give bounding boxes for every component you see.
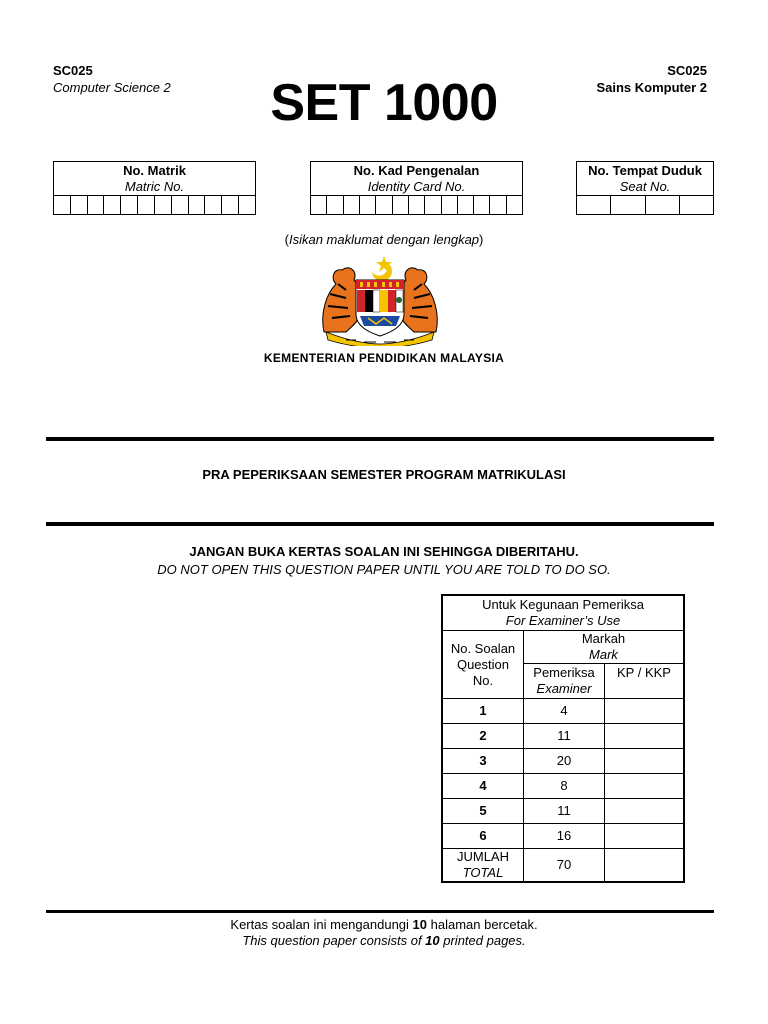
table-row: 2 11 — [442, 724, 684, 749]
matric-no-cells[interactable] — [54, 196, 255, 214]
subject-code-right: SC025 — [667, 63, 707, 78]
table-row: 4 8 — [442, 774, 684, 799]
ic-no-label-en: Identity Card No. — [367, 179, 466, 194]
malaysia-coat-of-arms-icon — [316, 254, 444, 346]
seat-no-cells[interactable] — [577, 196, 713, 214]
ministry-name: KEMENTERIAN PENDIDIKAN MALAYSIA — [263, 351, 505, 365]
table-row: 3 20 — [442, 749, 684, 774]
fill-note: (Isikan maklumat dengan lengkap) — [284, 232, 484, 247]
mark-header: Markah Mark — [524, 631, 685, 664]
subject-code-left: SC025 — [53, 63, 93, 78]
bottom-rule — [46, 910, 714, 913]
seat-no-label: No. Tempat Duduk — [588, 163, 702, 178]
table-row: 6 16 — [442, 824, 684, 849]
question-no-header: No. Soalan Question No. — [442, 631, 524, 699]
total-row — [442, 849, 684, 883]
table-row: 5 11 — [442, 799, 684, 824]
examiner-table-title: Untuk Kegunaan Pemeriksa For Examiner’s Use — [442, 595, 684, 631]
kp-cell[interactable] — [605, 774, 685, 799]
kp-cell[interactable] — [605, 699, 685, 724]
kp-cell[interactable] — [605, 749, 685, 774]
kp-total-cell[interactable] — [605, 849, 685, 883]
total-mark: 70 — [524, 849, 605, 883]
subject-name-right: Sains Komputer 2 — [596, 80, 707, 95]
matric-no-label: No. Matrik — [123, 163, 186, 178]
kp-cell[interactable] — [605, 799, 685, 824]
subject-name-left: Computer Science 2 — [53, 80, 171, 95]
kp-cell[interactable] — [605, 824, 685, 849]
matric-no-label-en: Matric No. — [124, 179, 185, 194]
total-label-en: TOTAL — [462, 865, 504, 880]
top-rule — [46, 437, 714, 441]
footer-english: This question paper consists of 10 printed pages. — [242, 933, 526, 948]
seat-no-box — [576, 161, 714, 215]
ic-no-label: No. Kad Pengenalan — [353, 163, 480, 178]
ic-no-box — [310, 161, 523, 215]
exam-title: PRA PEPERIKSAAN SEMESTER PROGRAM MATRIKULASI — [202, 467, 566, 482]
warning-malay: JANGAN BUKA KERTAS SOALAN INI SEHINGGA DIBERITAHU. — [189, 544, 579, 559]
footer-malay: Kertas soalan ini mengandungi 10 halaman bercetak. — [230, 917, 538, 932]
middle-rule — [46, 522, 714, 526]
ic-no-cells[interactable] — [311, 196, 522, 214]
examiner-table — [441, 594, 685, 883]
matric-no-box — [53, 161, 256, 215]
set-title: SET 1000 — [270, 74, 498, 132]
kp-kkp-header: KP / KKP — [605, 664, 685, 699]
total-label: JUMLAH — [456, 849, 509, 864]
examiner-header: Pemeriksa Examiner — [524, 664, 605, 699]
table-row: 1 4 — [442, 699, 684, 724]
kp-cell[interactable] — [605, 724, 685, 749]
seat-no-label-en: Seat No. — [619, 179, 671, 194]
warning-english: DO NOT OPEN THIS QUESTION PAPER UNTIL YOU ARE TOLD TO DO SO. — [157, 562, 611, 577]
